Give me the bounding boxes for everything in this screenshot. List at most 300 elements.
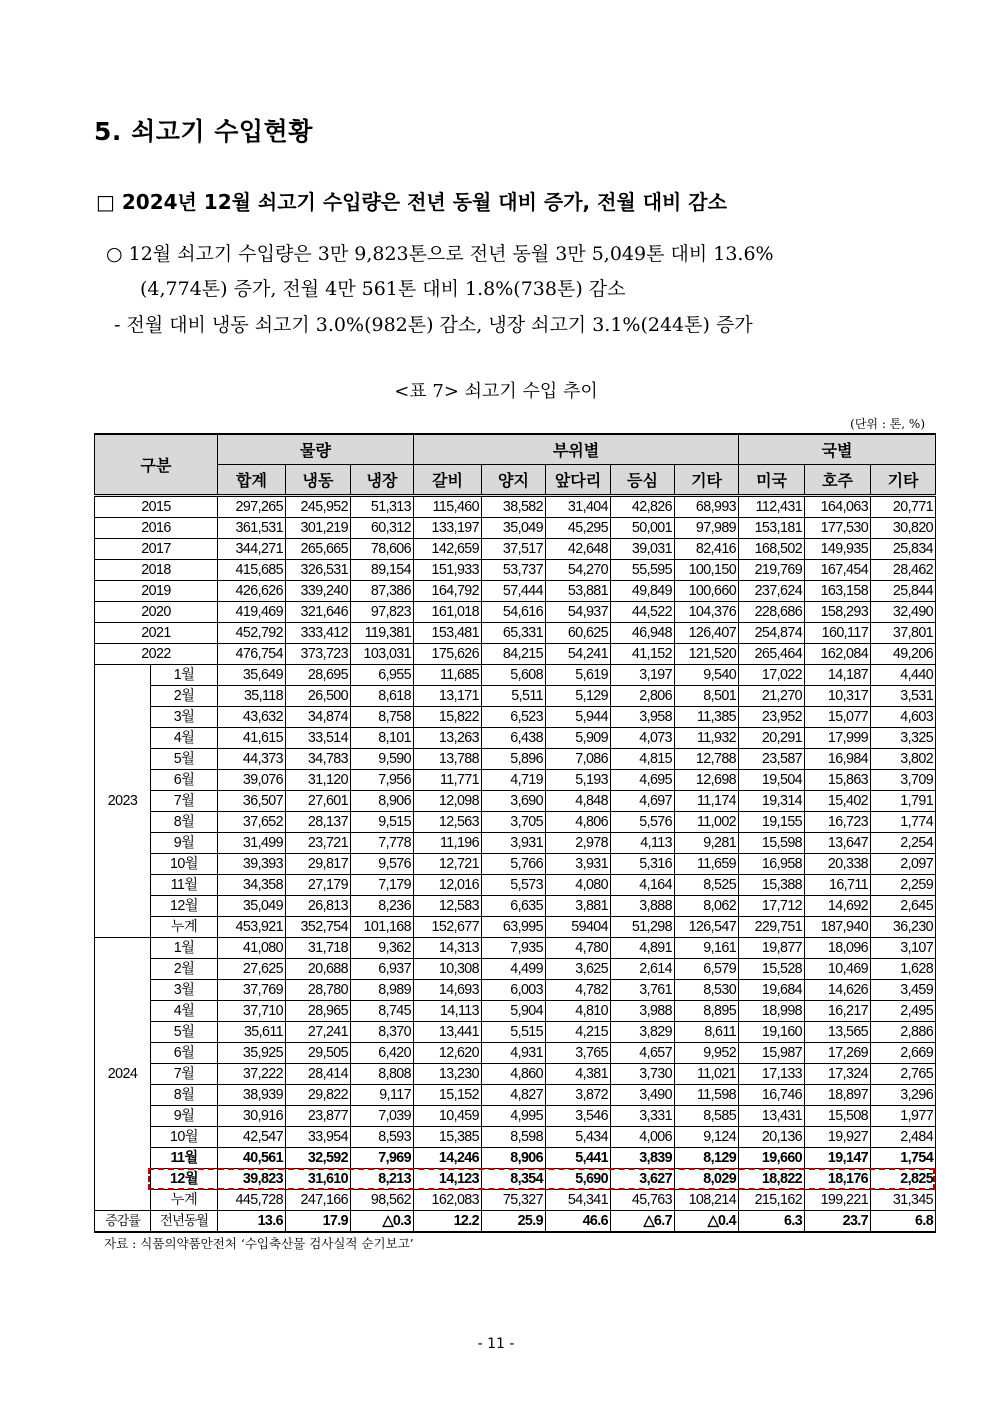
- paragraph-sub-item: - 전월 대비 냉동 쇠고기 3.0%(982톤) 감소, 냉장 쇠고기 3.1%(244톤) 증가: [114, 314, 753, 336]
- table-cell: 8,101: [351, 728, 414, 749]
- table-cell: 36,507: [218, 791, 286, 812]
- table-cell: 3,107: [871, 938, 936, 959]
- table-cell: 8,370: [351, 1022, 414, 1043]
- table-cell: 13,230: [414, 1064, 482, 1085]
- header-col-usa: 미국: [739, 465, 805, 496]
- header-col-cut-other: 기타: [675, 465, 739, 496]
- table-cell: 1,628: [871, 959, 936, 980]
- table-cell: 35,925: [218, 1043, 286, 1064]
- table-cell: 119,381: [351, 623, 414, 644]
- table-cell: 2,495: [871, 1001, 936, 1022]
- table-cell: 39,823: [218, 1169, 286, 1190]
- table-row-month: [95, 875, 936, 896]
- table-cell: 237,624: [739, 581, 805, 602]
- table-cell: 8,611: [675, 1022, 739, 1043]
- table-cell: 10,308: [414, 959, 482, 980]
- table-cell: 8,598: [482, 1127, 546, 1148]
- table-cell: 3,690: [482, 791, 546, 812]
- row-label-month: 5월: [151, 1022, 218, 1043]
- table-cell: 15,822: [414, 707, 482, 728]
- table-cell: 17,133: [739, 1064, 805, 1085]
- table-cell: 28,414: [286, 1064, 351, 1085]
- table-cell: 8,213: [351, 1169, 414, 1190]
- table-cell: 15,077: [805, 707, 871, 728]
- row-label-month: 9월: [151, 833, 218, 854]
- table-cell: 11,771: [414, 770, 482, 791]
- table-cell: 31,610: [286, 1169, 351, 1190]
- table-cell: 55,595: [611, 560, 675, 581]
- table-cell: 2,886: [871, 1022, 936, 1043]
- table-cell: 161,018: [414, 602, 482, 623]
- table-cell: 219,769: [739, 560, 805, 581]
- table-cell: 57,444: [482, 581, 546, 602]
- table-cell: 37,801: [871, 623, 936, 644]
- table-cell: 23,952: [739, 707, 805, 728]
- table-cell: 11,196: [414, 833, 482, 854]
- header-col-brisket: 양지: [482, 465, 546, 496]
- table-cell: 2,484: [871, 1127, 936, 1148]
- table-cell: 177,530: [805, 518, 871, 539]
- table-cell: 14,113: [414, 1001, 482, 1022]
- table-cell: 6,003: [482, 980, 546, 1001]
- table-cell: 100,150: [675, 560, 739, 581]
- table-cell: 229,751: [739, 917, 805, 938]
- table-row-year: [95, 581, 936, 602]
- table-cell: 31,345: [871, 1190, 936, 1211]
- table-cell: 2,645: [871, 896, 936, 917]
- table-cell: 11,659: [675, 854, 739, 875]
- row-label-month: 8월: [151, 812, 218, 833]
- table-cell: 53,737: [482, 560, 546, 581]
- table-cell: 75,327: [482, 1190, 546, 1211]
- table-cell: 199,221: [805, 1190, 871, 1211]
- table-cell: 51,298: [611, 917, 675, 938]
- table-cell: 1,791: [871, 791, 936, 812]
- table-cell: 19,684: [739, 980, 805, 1001]
- table-cell: 1,754: [871, 1148, 936, 1169]
- table-cell: 21,270: [739, 686, 805, 707]
- table-cell: 19,147: [805, 1148, 871, 1169]
- table-cell: 17,324: [805, 1064, 871, 1085]
- table-cell: 333,412: [286, 623, 351, 644]
- table-cell: 133,197: [414, 518, 482, 539]
- table-cell: 13,788: [414, 749, 482, 770]
- table-cell: 38,582: [482, 496, 546, 518]
- table-cell: △0.4: [675, 1211, 739, 1233]
- table-cell: 16,711: [805, 875, 871, 896]
- table-cell: 98,562: [351, 1190, 414, 1211]
- table-cell: 38,939: [218, 1085, 286, 1106]
- table-cell: 29,817: [286, 854, 351, 875]
- table-cell: 8,029: [675, 1169, 739, 1190]
- table-cell: 16,217: [805, 1001, 871, 1022]
- table-cell: 8,236: [351, 896, 414, 917]
- table-cell: 15,598: [739, 833, 805, 854]
- table-cell: 15,863: [805, 770, 871, 791]
- table-cell: 14,246: [414, 1148, 482, 1169]
- header-col-chilled: 냉장: [351, 465, 414, 496]
- table-cell: 26,500: [286, 686, 351, 707]
- table-cell: 4,806: [546, 812, 611, 833]
- table-cell: 28,462: [871, 560, 936, 581]
- row-label-year: 2021: [95, 623, 218, 644]
- table-cell: 4,815: [611, 749, 675, 770]
- table-cell: 8,906: [351, 791, 414, 812]
- table-cell: 78,606: [351, 539, 414, 560]
- table-cell: 108,214: [675, 1190, 739, 1211]
- table-cell: △6.7: [611, 1211, 675, 1233]
- row-label-year: 2015: [95, 496, 218, 518]
- table-row-month: [95, 1127, 936, 1148]
- table-cell: 19,160: [739, 1022, 805, 1043]
- table-cell: 13,263: [414, 728, 482, 749]
- table-cell: 5,434: [546, 1127, 611, 1148]
- table-cell: 5,511: [482, 686, 546, 707]
- table-row-month: [95, 1085, 936, 1106]
- header-group-cut: 부위별: [414, 434, 739, 465]
- table-cell: △0.3: [351, 1211, 414, 1233]
- table-cell: 16,958: [739, 854, 805, 875]
- table-row-month: [95, 959, 936, 980]
- table-cell: 3,730: [611, 1064, 675, 1085]
- table-cell: 20,338: [805, 854, 871, 875]
- table-cell: 162,083: [414, 1190, 482, 1211]
- table-cell: 344,271: [218, 539, 286, 560]
- table-cell: 112,431: [739, 496, 805, 518]
- table-cell: 339,240: [286, 581, 351, 602]
- header-group-country: 국별: [739, 434, 936, 465]
- table-cell: 3,546: [546, 1106, 611, 1127]
- table-cell: 37,652: [218, 812, 286, 833]
- table-cell: 4,603: [871, 707, 936, 728]
- table-cell: 8,530: [675, 980, 739, 1001]
- table-cell: 3,490: [611, 1085, 675, 1106]
- table-cell: 19,504: [739, 770, 805, 791]
- table-cell: 2,806: [611, 686, 675, 707]
- table-cell: 15,152: [414, 1085, 482, 1106]
- table-cell: 5,904: [482, 1001, 546, 1022]
- table-cell: 5,576: [611, 812, 675, 833]
- row-label-year: 2019: [95, 581, 218, 602]
- table-cell: 3,627: [611, 1169, 675, 1190]
- table-row-month: [95, 980, 936, 1001]
- table-cell: 15,987: [739, 1043, 805, 1064]
- table-cell: 6.8: [871, 1211, 936, 1233]
- row-label-month: 11월: [151, 1148, 218, 1169]
- table-cell: 16,746: [739, 1085, 805, 1106]
- table-cell: 5,619: [546, 665, 611, 686]
- table-cell: 46.6: [546, 1211, 611, 1233]
- table-row-year: [95, 496, 936, 518]
- table-cell: 153,181: [739, 518, 805, 539]
- table-cell: 34,358: [218, 875, 286, 896]
- header-category: 구분: [95, 434, 218, 496]
- row-label-month: 4월: [151, 1001, 218, 1022]
- header-col-chuck: 앞다리: [546, 465, 611, 496]
- table-cell: 12,721: [414, 854, 482, 875]
- table-cell: 3,872: [546, 1085, 611, 1106]
- table-cell: 4,006: [611, 1127, 675, 1148]
- table-cell: 7,969: [351, 1148, 414, 1169]
- table-cell: 6,955: [351, 665, 414, 686]
- table-cell: 27,601: [286, 791, 351, 812]
- table-cell: 19,314: [739, 791, 805, 812]
- table-cell: 2,765: [871, 1064, 936, 1085]
- table-cell: 121,520: [675, 644, 739, 665]
- table-cell: 15,508: [805, 1106, 871, 1127]
- table-cell: 8,593: [351, 1127, 414, 1148]
- table-cell: 8,525: [675, 875, 739, 896]
- table-cell: 8,758: [351, 707, 414, 728]
- table-row-change-rate: [95, 1211, 936, 1233]
- row-label-month: 1월: [151, 665, 218, 686]
- table-cell: 23,587: [739, 749, 805, 770]
- table-cell: 19,877: [739, 938, 805, 959]
- table-cell: 50,001: [611, 518, 675, 539]
- header-group-volume: 물량: [218, 434, 414, 465]
- table-cell: 41,615: [218, 728, 286, 749]
- table-cell: 19,927: [805, 1127, 871, 1148]
- table-cell: 20,771: [871, 496, 936, 518]
- table-cell: 36,230: [871, 917, 936, 938]
- table-cell: 452,792: [218, 623, 286, 644]
- table-cell: 8,618: [351, 686, 414, 707]
- table-cell: 19,660: [739, 1148, 805, 1169]
- table-cell: 297,265: [218, 496, 286, 518]
- table-cell: 101,168: [351, 917, 414, 938]
- table-cell: 152,677: [414, 917, 482, 938]
- table-cell: 42,648: [546, 539, 611, 560]
- source-note: 자료 : 식품의약품안전처 ‘수입축산물 검사실적 순기보고’: [104, 1236, 414, 1251]
- table-cell: 43,632: [218, 707, 286, 728]
- table-cell: 15,528: [739, 959, 805, 980]
- table-cell: 4,113: [611, 833, 675, 854]
- table-cell: 9,161: [675, 938, 739, 959]
- table-cell: 162,084: [805, 644, 871, 665]
- table-cell: 5,766: [482, 854, 546, 875]
- unit-note: (단위 : 톤, %): [850, 417, 925, 431]
- table-cell: 45,295: [546, 518, 611, 539]
- table-cell: 476,754: [218, 644, 286, 665]
- table-cell: 245,952: [286, 496, 351, 518]
- paragraph-line: (4,774톤) 증가, 전월 4만 561톤 대비 1.8%(738톤) 감소: [140, 278, 626, 300]
- table-cell: 34,783: [286, 749, 351, 770]
- table-cell: 3,709: [871, 770, 936, 791]
- table-cell: 254,874: [739, 623, 805, 644]
- row-label-year: 2022: [95, 644, 218, 665]
- table-cell: 20,136: [739, 1127, 805, 1148]
- import-table-container: [94, 433, 935, 1233]
- table-cell: 42,826: [611, 496, 675, 518]
- row-label-month: 4월: [151, 728, 218, 749]
- table-cell: 8,354: [482, 1169, 546, 1190]
- row-label-month: 5월: [151, 749, 218, 770]
- table-row-month: [95, 917, 936, 938]
- table-cell: 11,932: [675, 728, 739, 749]
- table-cell: 54,241: [546, 644, 611, 665]
- table-cell: 103,031: [351, 644, 414, 665]
- table-row-month: [95, 770, 936, 791]
- table-cell: 11,174: [675, 791, 739, 812]
- table-cell: 3,839: [611, 1148, 675, 1169]
- table-cell: 54,270: [546, 560, 611, 581]
- row-label-month: 6월: [151, 770, 218, 791]
- table-cell: 28,137: [286, 812, 351, 833]
- table-cell: 11,385: [675, 707, 739, 728]
- table-cell: 4,782: [546, 980, 611, 1001]
- table-cell: 160,117: [805, 623, 871, 644]
- table-cell: 7,778: [351, 833, 414, 854]
- table-cell: 4,891: [611, 938, 675, 959]
- table-row-month: [95, 812, 936, 833]
- table-row-month: [95, 833, 936, 854]
- table-cell: 4,848: [546, 791, 611, 812]
- header-col-australia: 호주: [805, 465, 871, 496]
- row-label-month: 10월: [151, 1127, 218, 1148]
- row-label-month: 1월: [151, 938, 218, 959]
- table-cell: 10,317: [805, 686, 871, 707]
- table-cell: 84,215: [482, 644, 546, 665]
- table-cell: 28,965: [286, 1001, 351, 1022]
- table-cell: 8,585: [675, 1106, 739, 1127]
- table-cell: 6,579: [675, 959, 739, 980]
- table-caption: <표 7> 쇠고기 수입 추이: [394, 381, 598, 402]
- table-cell: 54,341: [546, 1190, 611, 1211]
- table-cell: 37,710: [218, 1001, 286, 1022]
- table-cell: 4,827: [482, 1085, 546, 1106]
- table-cell: 15,402: [805, 791, 871, 812]
- table-cell: 25,834: [871, 539, 936, 560]
- table-cell: 6,438: [482, 728, 546, 749]
- table-row-month: [95, 1043, 936, 1064]
- table-cell: 14,123: [414, 1169, 482, 1190]
- table-cell: 35,611: [218, 1022, 286, 1043]
- table-cell: 175,626: [414, 644, 482, 665]
- table-cell: 5,441: [546, 1148, 611, 1169]
- table-cell: 4,073: [611, 728, 675, 749]
- table-cell: 3,331: [611, 1106, 675, 1127]
- table-cell: 59404: [546, 917, 611, 938]
- table-cell: 37,222: [218, 1064, 286, 1085]
- table-row-year: [95, 644, 936, 665]
- table-cell: 18,998: [739, 1001, 805, 1022]
- table-cell: 419,469: [218, 602, 286, 623]
- table-cell: 12,016: [414, 875, 482, 896]
- table-cell: 39,393: [218, 854, 286, 875]
- row-label-month: 7월: [151, 791, 218, 812]
- table-cell: 5,896: [482, 749, 546, 770]
- table-cell: 2,097: [871, 854, 936, 875]
- row-label-month: 6월: [151, 1043, 218, 1064]
- table-cell: 18,096: [805, 938, 871, 959]
- table-cell: 12,583: [414, 896, 482, 917]
- table-cell: 13,565: [805, 1022, 871, 1043]
- table-cell: 1,977: [871, 1106, 936, 1127]
- table-cell: 9,117: [351, 1085, 414, 1106]
- table-cell: 17.9: [286, 1211, 351, 1233]
- table-cell: 31,120: [286, 770, 351, 791]
- table-row-month: [95, 728, 936, 749]
- table-cell: 158,293: [805, 602, 871, 623]
- row-label-year: 2016: [95, 518, 218, 539]
- table-cell: 142,659: [414, 539, 482, 560]
- table-row-month: [95, 896, 936, 917]
- table-cell: 4,780: [546, 938, 611, 959]
- table-cell: 82,416: [675, 539, 739, 560]
- table-body: [95, 496, 936, 1233]
- table-row-month: [95, 1190, 936, 1211]
- table-cell: 3,705: [482, 812, 546, 833]
- table-cell: 33,954: [286, 1127, 351, 1148]
- table-cell: 3,625: [546, 959, 611, 980]
- table-cell: 23,721: [286, 833, 351, 854]
- table-cell: 11,002: [675, 812, 739, 833]
- table-cell: 115,460: [414, 496, 482, 518]
- table-cell: 4,499: [482, 959, 546, 980]
- table-cell: 35,118: [218, 686, 286, 707]
- table-cell: 8,129: [675, 1148, 739, 1169]
- table-row-month: [95, 1022, 936, 1043]
- table-row-month: [95, 791, 936, 812]
- table-cell: 97,823: [351, 602, 414, 623]
- table-cell: 27,241: [286, 1022, 351, 1043]
- table-cell: 265,464: [739, 644, 805, 665]
- table-cell: 17,022: [739, 665, 805, 686]
- table-cell: 9,124: [675, 1127, 739, 1148]
- table-cell: 65,331: [482, 623, 546, 644]
- table-cell: 68,993: [675, 496, 739, 518]
- table-cell: 5,573: [482, 875, 546, 896]
- table-row-month: [95, 1106, 936, 1127]
- table-cell: 14,187: [805, 665, 871, 686]
- table-row-year: [95, 560, 936, 581]
- table-cell: 11,021: [675, 1064, 739, 1085]
- table-cell: 31,404: [546, 496, 611, 518]
- table-cell: 39,031: [611, 539, 675, 560]
- table-cell: 17,999: [805, 728, 871, 749]
- table-cell: 7,086: [546, 749, 611, 770]
- table-cell: 4,697: [611, 791, 675, 812]
- table-cell: 14,313: [414, 938, 482, 959]
- table-cell: 163,158: [805, 581, 871, 602]
- table-cell: 7,179: [351, 875, 414, 896]
- table-cell: 126,407: [675, 623, 739, 644]
- table-cell: 4,719: [482, 770, 546, 791]
- table-cell: 44,373: [218, 749, 286, 770]
- table-cell: 11,685: [414, 665, 482, 686]
- row-label-year: 2017: [95, 539, 218, 560]
- row-group-year-label: 2024: [95, 938, 151, 1211]
- table-cell: 2,254: [871, 833, 936, 854]
- table-cell: 12,698: [675, 770, 739, 791]
- table-cell: 3,802: [871, 749, 936, 770]
- table-cell: 8,906: [482, 1148, 546, 1169]
- table-cell: 9,362: [351, 938, 414, 959]
- table-cell: 13,431: [739, 1106, 805, 1127]
- table-cell: 28,695: [286, 665, 351, 686]
- table-cell: 12.2: [414, 1211, 482, 1233]
- table-cell: 37,517: [482, 539, 546, 560]
- table-cell: 27,179: [286, 875, 351, 896]
- row-label-year: 2020: [95, 602, 218, 623]
- table-cell: 44,522: [611, 602, 675, 623]
- table-cell: 5,193: [546, 770, 611, 791]
- table-cell: 151,933: [414, 560, 482, 581]
- table-cell: 49,206: [871, 644, 936, 665]
- table-cell: 265,665: [286, 539, 351, 560]
- table-cell: 12,788: [675, 749, 739, 770]
- table-cell: 45,763: [611, 1190, 675, 1211]
